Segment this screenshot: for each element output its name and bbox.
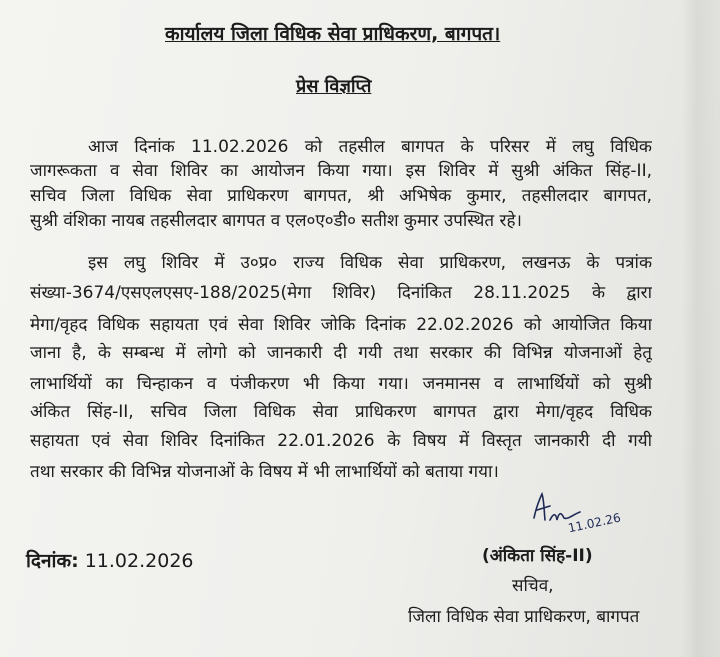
page-fold-shadow [682,0,720,657]
body-line: सहायता एवं सेवा शिविर दिनांकित 22.01.2026 के विषय में विस्तृत जानकारी दी गयी [30,431,652,451]
body-line: तथा सरकार की विभिन्न योजनाओं के विषय में भी लाभार्थियों को बताया गया। [30,462,499,482]
signatory-designation: सचिव, [512,576,554,596]
date-label: दिनांक: [26,550,79,572]
body-line: इस लघु शिविर में उ०प्र० राज्य विधिक सेवा प्राधिकरण, लखनऊ के पत्रांक [88,253,652,273]
body-line: अंकित सिंह-II, सचिव जिला विधिक सेवा प्राधिकरण बागपत द्वारा मेगा/वृहद विधिक [30,402,652,422]
body-line: जाना है, के सम्बन्ध में लोगो को जानकारी दी गयी तथा सरकार की विभिन्न योजनाओं हेतू [30,343,652,363]
body-line: संख्या-3674/एसएलएसए-188/2025(मेगा शिविर) दिनांकित 28.11.2025 के द्वारा [30,283,652,303]
office-title: कार्यालय जिला विधिक सेवा प्राधिकरण, बागपत। [165,23,501,45]
handwritten-signature [520,490,630,545]
body-line: जागरूकता व सेवा शिविर का आयोजन किया गया। इस शिविर में सुश्री अंकित सिंह-II, [30,161,652,181]
body-line: मेगा/वृहद विधिक सहायता एवं सेवा शिविर जोकि दिनांक 22.02.2026 को आयोजित किया [30,315,652,335]
body-line: सुश्री वंशिका नायब तहसीलदार बागपत व एल०ए०डी० सतीश कुमार उपस्थित रहे। [30,211,522,231]
date-value: 11.02.2026 [84,550,194,572]
body-line: सचिव जिला विधिक सेवा प्राधिकरण बागपत, श्री अभिषेक कुमार, तहसीलदार बागपत, [30,186,652,206]
date-line [26,547,194,573]
signatory-office: जिला विधिक सेवा प्राधिकरण, बागपत [408,607,640,627]
body-line: लाभार्थियों का चिन्हाकन व पंजीकरण भी किया गया। जनमानस व लाभार्थियों को सुश्री [30,374,652,394]
body-line: आज दिनांक 11.02.2026 को तहसील बागपत के परिसर में लघु विधिक [88,137,652,157]
svg-text:11.02.26: 11.02.26 [566,510,622,536]
signatory-name: (अंकिता सिंह-II) [482,546,593,566]
press-release-heading: प्रेस विज्ञप्ति [296,76,372,97]
